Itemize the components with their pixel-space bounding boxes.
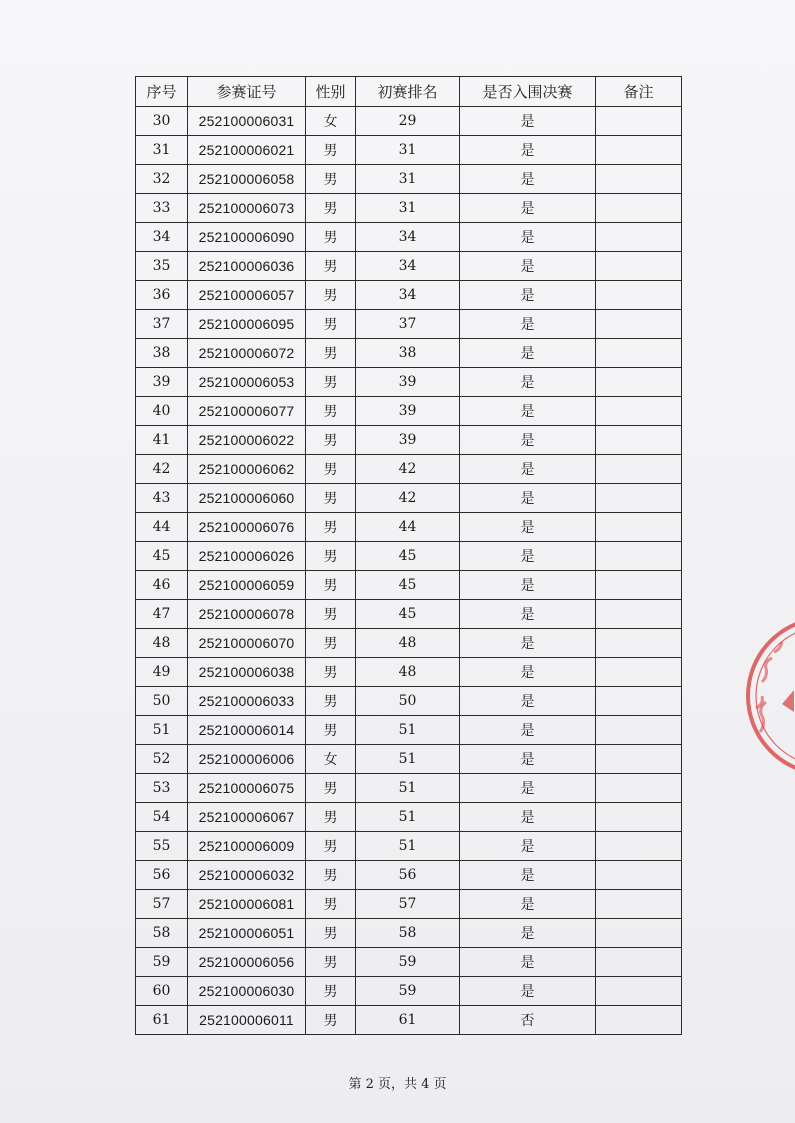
- table-row: [136, 368, 682, 397]
- cell-remarks: [596, 397, 682, 426]
- cell-prelim-rank: 39: [356, 426, 460, 455]
- cell-seq: 37: [136, 310, 188, 339]
- cell-remarks: [596, 977, 682, 1006]
- cell-prelim-rank: 56: [356, 861, 460, 890]
- cell-seq: 34: [136, 223, 188, 252]
- cell-gender: 男: [306, 832, 356, 861]
- cell-entry-number: 252100006057: [188, 281, 306, 310]
- cell-remarks: [596, 716, 682, 745]
- cell-seq: 50: [136, 687, 188, 716]
- cell-finalist: 是: [460, 165, 596, 194]
- cell-seq: 36: [136, 281, 188, 310]
- cell-entry-number: 252100006011: [188, 1006, 306, 1035]
- cell-entry-number: 252100006077: [188, 397, 306, 426]
- table-row: [136, 107, 682, 136]
- cell-gender: 女: [306, 745, 356, 774]
- table-row: [136, 252, 682, 281]
- cell-gender: 男: [306, 600, 356, 629]
- cell-entry-number: 252100006060: [188, 484, 306, 513]
- table-row: [136, 861, 682, 890]
- table-row: [136, 1006, 682, 1035]
- cell-prelim-rank: 45: [356, 571, 460, 600]
- cell-remarks: [596, 832, 682, 861]
- cell-prelim-rank: 42: [356, 484, 460, 513]
- table-row: [136, 455, 682, 484]
- cell-entry-number: 252100006026: [188, 542, 306, 571]
- cell-finalist: 是: [460, 861, 596, 890]
- cell-seq: 60: [136, 977, 188, 1006]
- cell-gender: 男: [306, 136, 356, 165]
- table-row: [136, 339, 682, 368]
- cell-entry-number: 252100006062: [188, 455, 306, 484]
- cell-seq: 58: [136, 919, 188, 948]
- cell-seq: 56: [136, 861, 188, 890]
- cell-seq: 57: [136, 890, 188, 919]
- cell-entry-number: 252100006053: [188, 368, 306, 397]
- cell-remarks: [596, 281, 682, 310]
- cell-finalist: 是: [460, 136, 596, 165]
- official-seal-stamp: [742, 612, 795, 780]
- cell-entry-number: 252100006072: [188, 339, 306, 368]
- cell-finalist: 是: [460, 455, 596, 484]
- cell-seq: 31: [136, 136, 188, 165]
- cell-finalist: 是: [460, 803, 596, 832]
- cell-prelim-rank: 31: [356, 194, 460, 223]
- header-entry-number: 参赛证号: [188, 77, 306, 107]
- cell-remarks: [596, 629, 682, 658]
- cell-prelim-rank: 57: [356, 890, 460, 919]
- cell-entry-number: 252100006009: [188, 832, 306, 861]
- cell-seq: 30: [136, 107, 188, 136]
- cell-gender: 男: [306, 310, 356, 339]
- cell-remarks: [596, 455, 682, 484]
- cell-finalist: 是: [460, 571, 596, 600]
- table-row: [136, 542, 682, 571]
- cell-entry-number: 252100006067: [188, 803, 306, 832]
- cell-finalist: 是: [460, 542, 596, 571]
- cell-finalist: 是: [460, 310, 596, 339]
- cell-seq: 41: [136, 426, 188, 455]
- cell-gender: 男: [306, 890, 356, 919]
- cell-remarks: [596, 339, 682, 368]
- cell-finalist: 否: [460, 1006, 596, 1035]
- cell-entry-number: 252100006058: [188, 165, 306, 194]
- cell-prelim-rank: 48: [356, 629, 460, 658]
- cell-prelim-rank: 34: [356, 281, 460, 310]
- cell-prelim-rank: 58: [356, 919, 460, 948]
- cell-gender: 男: [306, 426, 356, 455]
- cell-seq: 48: [136, 629, 188, 658]
- cell-gender: 男: [306, 919, 356, 948]
- cell-gender: 男: [306, 252, 356, 281]
- cell-prelim-rank: 51: [356, 745, 460, 774]
- cell-prelim-rank: 44: [356, 513, 460, 542]
- cell-gender: 男: [306, 281, 356, 310]
- cell-gender: 女: [306, 107, 356, 136]
- cell-finalist: 是: [460, 977, 596, 1006]
- cell-entry-number: 252100006021: [188, 136, 306, 165]
- header-gender: 性别: [306, 77, 356, 107]
- cell-remarks: [596, 513, 682, 542]
- cell-remarks: [596, 194, 682, 223]
- cell-prelim-rank: 50: [356, 687, 460, 716]
- cell-gender: 男: [306, 803, 356, 832]
- cell-seq: 54: [136, 803, 188, 832]
- cell-prelim-rank: 34: [356, 223, 460, 252]
- cell-finalist: 是: [460, 426, 596, 455]
- cell-seq: 38: [136, 339, 188, 368]
- cell-remarks: [596, 774, 682, 803]
- cell-seq: 46: [136, 571, 188, 600]
- cell-remarks: [596, 571, 682, 600]
- cell-remarks: [596, 107, 682, 136]
- cell-finalist: 是: [460, 600, 596, 629]
- cell-finalist: 是: [460, 252, 596, 281]
- cell-gender: 男: [306, 629, 356, 658]
- cell-gender: 男: [306, 687, 356, 716]
- cell-gender: 男: [306, 339, 356, 368]
- cell-remarks: [596, 252, 682, 281]
- cell-entry-number: 252100006022: [188, 426, 306, 455]
- cell-prelim-rank: 51: [356, 803, 460, 832]
- cell-entry-number: 252100006090: [188, 223, 306, 252]
- cell-seq: 52: [136, 745, 188, 774]
- cell-entry-number: 252100006095: [188, 310, 306, 339]
- cell-entry-number: 252100006081: [188, 890, 306, 919]
- cell-seq: 59: [136, 948, 188, 977]
- table-row: [136, 600, 682, 629]
- cell-gender: 男: [306, 513, 356, 542]
- cell-finalist: 是: [460, 484, 596, 513]
- cell-entry-number: 252100006059: [188, 571, 306, 600]
- cell-finalist: 是: [460, 716, 596, 745]
- cell-remarks: [596, 136, 682, 165]
- table-row: [136, 919, 682, 948]
- table-row: [136, 281, 682, 310]
- cell-gender: 男: [306, 223, 356, 252]
- cell-prelim-rank: 45: [356, 542, 460, 571]
- cell-seq: 40: [136, 397, 188, 426]
- cell-entry-number: 252100006078: [188, 600, 306, 629]
- cell-remarks: [596, 600, 682, 629]
- cell-remarks: [596, 223, 682, 252]
- cell-entry-number: 252100006051: [188, 919, 306, 948]
- cell-seq: 51: [136, 716, 188, 745]
- cell-remarks: [596, 165, 682, 194]
- cell-entry-number: 252100006014: [188, 716, 306, 745]
- table-row: [136, 803, 682, 832]
- cell-seq: 42: [136, 455, 188, 484]
- cell-seq: 35: [136, 252, 188, 281]
- cell-finalist: 是: [460, 368, 596, 397]
- cell-gender: 男: [306, 542, 356, 571]
- cell-finalist: 是: [460, 107, 596, 136]
- cell-gender: 男: [306, 977, 356, 1006]
- table-header: [136, 77, 682, 107]
- cell-finalist: 是: [460, 832, 596, 861]
- cell-seq: 44: [136, 513, 188, 542]
- table-row: [136, 658, 682, 687]
- cell-remarks: [596, 687, 682, 716]
- table-row: [136, 629, 682, 658]
- cell-gender: 男: [306, 571, 356, 600]
- cell-gender: 男: [306, 1006, 356, 1035]
- cell-gender: 男: [306, 397, 356, 426]
- cell-entry-number: 252100006030: [188, 977, 306, 1006]
- cell-entry-number: 252100006036: [188, 252, 306, 281]
- table-row: [136, 571, 682, 600]
- cell-remarks: [596, 861, 682, 890]
- header-prelim-rank: 初赛排名: [356, 77, 460, 107]
- cell-entry-number: 252100006033: [188, 687, 306, 716]
- cell-finalist: 是: [460, 919, 596, 948]
- table-row: [136, 745, 682, 774]
- cell-prelim-rank: 31: [356, 165, 460, 194]
- table-row: [136, 890, 682, 919]
- cell-prelim-rank: 39: [356, 397, 460, 426]
- cell-prelim-rank: 48: [356, 658, 460, 687]
- cell-entry-number: 252100006006: [188, 745, 306, 774]
- cell-finalist: 是: [460, 397, 596, 426]
- cell-gender: 男: [306, 861, 356, 890]
- cell-prelim-rank: 37: [356, 310, 460, 339]
- cell-finalist: 是: [460, 629, 596, 658]
- cell-gender: 男: [306, 948, 356, 977]
- cell-finalist: 是: [460, 513, 596, 542]
- cell-entry-number: 252100006075: [188, 774, 306, 803]
- table-row: [136, 977, 682, 1006]
- cell-remarks: [596, 484, 682, 513]
- cell-prelim-rank: 34: [356, 252, 460, 281]
- cell-entry-number: 252100006076: [188, 513, 306, 542]
- table-row: [136, 136, 682, 165]
- cell-seq: 45: [136, 542, 188, 571]
- table-row: [136, 716, 682, 745]
- cell-gender: 男: [306, 165, 356, 194]
- header-row: [136, 77, 682, 107]
- header-remarks: 备注: [596, 77, 682, 107]
- cell-gender: 男: [306, 774, 356, 803]
- table-row: [136, 687, 682, 716]
- cell-entry-number: 252100006031: [188, 107, 306, 136]
- cell-prelim-rank: 51: [356, 774, 460, 803]
- table-row: [136, 397, 682, 426]
- cell-entry-number: 252100006038: [188, 658, 306, 687]
- cell-prelim-rank: 39: [356, 368, 460, 397]
- cell-seq: 49: [136, 658, 188, 687]
- table-row: [136, 948, 682, 977]
- cell-prelim-rank: 61: [356, 1006, 460, 1035]
- cell-prelim-rank: 31: [356, 136, 460, 165]
- header-seq: 序号: [136, 77, 188, 107]
- cell-remarks: [596, 803, 682, 832]
- cell-seq: 61: [136, 1006, 188, 1035]
- cell-remarks: [596, 890, 682, 919]
- cell-seq: 55: [136, 832, 188, 861]
- cell-gender: 男: [306, 716, 356, 745]
- cell-entry-number: 252100006073: [188, 194, 306, 223]
- cell-seq: 47: [136, 600, 188, 629]
- cell-seq: 39: [136, 368, 188, 397]
- cell-remarks: [596, 948, 682, 977]
- cell-remarks: [596, 745, 682, 774]
- table-body: [136, 107, 682, 1035]
- cell-gender: 男: [306, 658, 356, 687]
- cell-remarks: [596, 310, 682, 339]
- cell-remarks: [596, 919, 682, 948]
- table-row: [136, 194, 682, 223]
- cell-gender: 男: [306, 194, 356, 223]
- cell-prelim-rank: 51: [356, 832, 460, 861]
- cell-remarks: [596, 658, 682, 687]
- cell-seq: 33: [136, 194, 188, 223]
- table-row: [136, 774, 682, 803]
- cell-entry-number: 252100006032: [188, 861, 306, 890]
- cell-remarks: [596, 426, 682, 455]
- cell-prelim-rank: 51: [356, 716, 460, 745]
- cell-remarks: [596, 1006, 682, 1035]
- cell-gender: 男: [306, 484, 356, 513]
- results-table: [135, 76, 682, 1035]
- cell-seq: 53: [136, 774, 188, 803]
- cell-finalist: 是: [460, 687, 596, 716]
- cell-gender: 男: [306, 368, 356, 397]
- cell-finalist: 是: [460, 223, 596, 252]
- cell-finalist: 是: [460, 194, 596, 223]
- cell-prelim-rank: 38: [356, 339, 460, 368]
- cell-seq: 43: [136, 484, 188, 513]
- cell-prelim-rank: 59: [356, 948, 460, 977]
- cell-seq: 32: [136, 165, 188, 194]
- cell-finalist: 是: [460, 281, 596, 310]
- cell-prelim-rank: 42: [356, 455, 460, 484]
- table-row: [136, 832, 682, 861]
- cell-remarks: [596, 542, 682, 571]
- cell-entry-number: 252100006070: [188, 629, 306, 658]
- table-row: [136, 513, 682, 542]
- cell-prelim-rank: 59: [356, 977, 460, 1006]
- cell-finalist: 是: [460, 774, 596, 803]
- cell-remarks: [596, 368, 682, 397]
- table-row: [136, 223, 682, 252]
- table-row: [136, 310, 682, 339]
- header-finalist: 是否入围决赛: [460, 77, 596, 107]
- cell-finalist: 是: [460, 745, 596, 774]
- table-row: [136, 426, 682, 455]
- page-number-footer: 第 2 页，共 4 页: [348, 1077, 447, 1092]
- table-row: [136, 484, 682, 513]
- cell-finalist: 是: [460, 890, 596, 919]
- cell-finalist: 是: [460, 948, 596, 977]
- cell-finalist: 是: [460, 339, 596, 368]
- cell-entry-number: 252100006056: [188, 948, 306, 977]
- cell-finalist: 是: [460, 658, 596, 687]
- cell-gender: 男: [306, 455, 356, 484]
- cell-prelim-rank: 29: [356, 107, 460, 136]
- cell-prelim-rank: 45: [356, 600, 460, 629]
- table-row: [136, 165, 682, 194]
